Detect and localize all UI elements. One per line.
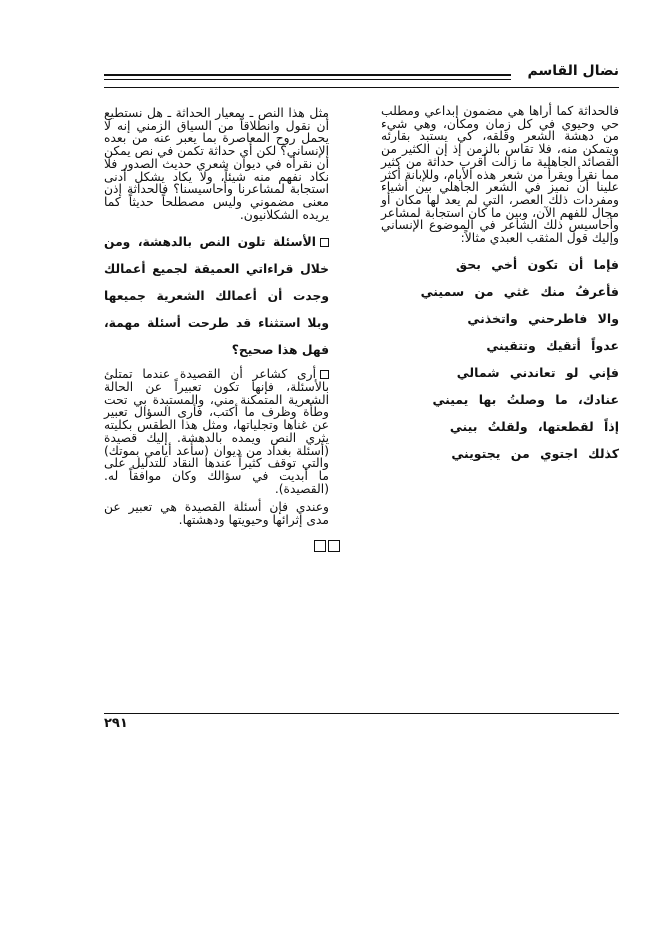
poem: [381, 251, 619, 467]
header-rule: [104, 74, 511, 76]
left-column: [104, 107, 329, 527]
section-end-icon: [314, 540, 340, 552]
verse-line: فإني لو تعاندني شمالي: [456, 364, 619, 380]
header-divider: [104, 87, 619, 88]
square-icon: [328, 540, 340, 552]
verse-line: كذلك اجتوي من يجتويني: [451, 445, 619, 461]
square-bullet-icon: [320, 238, 329, 247]
intro-paragraph: فالحداثة كما أراها هي مضمون إبداعي ومطلب حي وحيوي في كل زمان ومكان، وهي شيء من دهشة الشعر وقلقه، كي يستبد بقارئه ويتمكن منه، فلا تقاس بالزمن إذ إن الكثير من القصائد الجاهلية ما زالت أقرب حداثة من كثير مما نقرأ ويقرأ من شعر هذه الأيام، وللإبانة أكثر علينا أن نميز في الشعر الجاهلي بين أشياء ومفردات ذلك العصر، التي لم يعد لها مكان أو مجال للفهم الآن، وبين ما كان استجابة لمشاعر وأحاسيس ذلك الشاعر في الموضوع الإنساني وإليك قول المثقب العبدي مثالاً:: [381, 104, 619, 246]
square-bullet-icon: [320, 370, 329, 379]
interview-question: [104, 229, 329, 364]
author-name: نضال القاسم: [527, 63, 619, 79]
closing-paragraph: وعندي فإن أسئلة القصيدة هي تعبير عن مدى إثرائها وحيويتها ودهشتها.: [104, 500, 329, 528]
header-rule-thin: [104, 79, 511, 80]
verse-line: فأعرفُ منك غثي من سميني: [420, 283, 619, 299]
page-number: ٢٩١: [104, 716, 128, 731]
answer-paragraph: [104, 368, 329, 495]
question-text: الأسئلة تلون النص بالدهشة، ومن خلال قراءاتي العميقة لجميع أعمالك وجدت أن أعمالك الشعرية جميعها وبلا استثناء قد طرحت أسئلة مهمة، فهل هذا صحيح؟: [104, 235, 329, 358]
verse-line: والا فاطرحني واتخذني: [467, 310, 619, 326]
verse-line: إذاً لقطعتها، ولقلتُ بيني: [449, 418, 619, 434]
footer-divider: [104, 713, 619, 714]
square-icon: [314, 540, 326, 552]
verse-line: عدواً أتقيك وتتقيني: [486, 337, 619, 353]
answer-paragraph: مثل هذا النص ـ بمعيار الحداثة ـ هل نستطيع أن نقول وانطلاقاً من السياق الزمني إنه لا يحمل روح المعاصرة بما يعبر عنه من بعده الإنساني؟ لكن أي حداثة تكمن في نص يمكن أن نقرأه في ديوان شعري حديث الصدور فلا نكاد نفهم منه شيئاً، ولا يكاد يشكل أدنى استجابة لمشاعرنا وأحاسيسنا؟ فالحداثة إذن معنى مضموني وليس مصطلحاً حديثاً كما يريده الشكلانيون.: [104, 106, 329, 222]
verse-line: عنادك، ما وصلتُ بها يميني: [432, 391, 619, 407]
verse-line: فإما أن تكون أخي بحق: [455, 256, 619, 272]
right-column: [381, 105, 619, 467]
answer-text: أرى كشاعر أن القصيدة عندما تمتلئ بالأسئلة، فإنها تكون تعبيراً عن الحالة الشعرية المتمكنة مني، والمستبدة بي تحت وطأة وظرف ما أكتب، فأرى السؤال تعبير عن غناها وتجلياتها، ومثل هذا الطقس بكليته يثري النص ويمده بالدهشة. إليك قصيدة (أسئلة بغداد من ديوان (سأعد أيامي بموتك) والتي توقف كثيراً عندها النقاد للتدليل على ما أبديت في سؤالك وكان موافقاً له. (القصيدة).: [104, 367, 329, 496]
